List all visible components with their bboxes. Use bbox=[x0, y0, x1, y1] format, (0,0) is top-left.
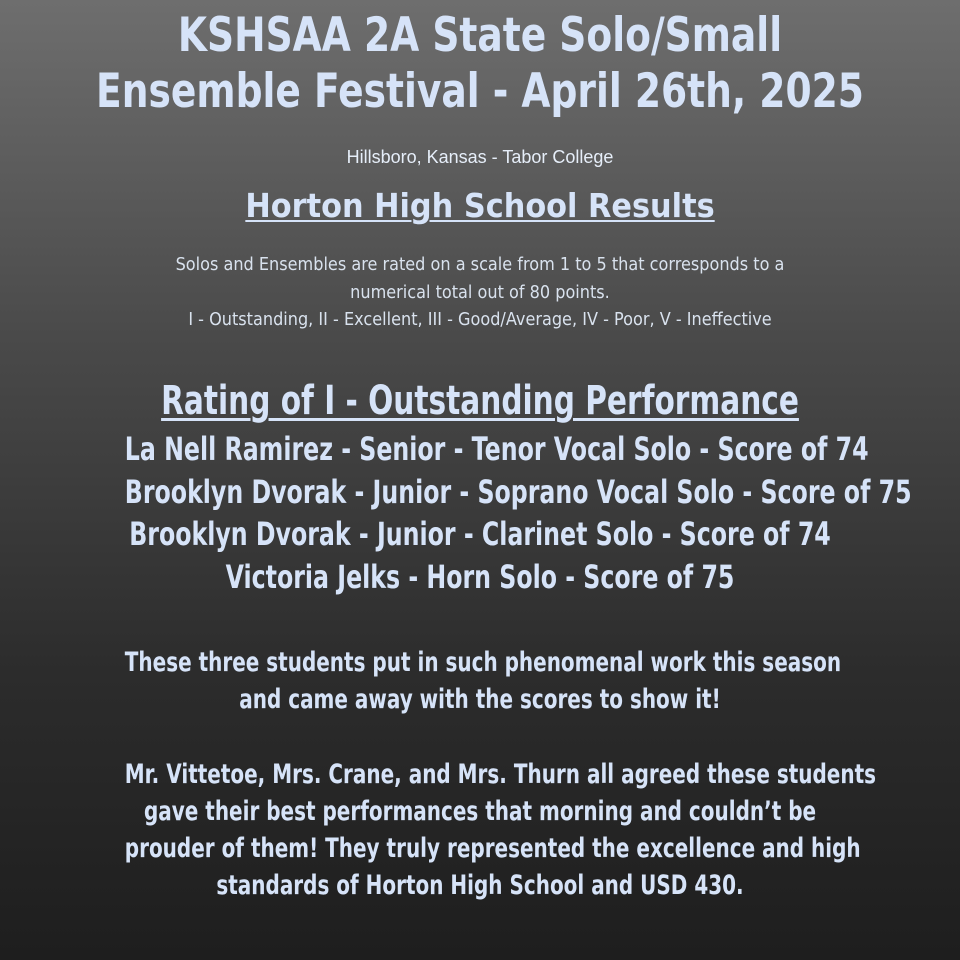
result-item: Brooklyn Dvorak - Junior - Clarinet Solo - Score of 74 bbox=[129, 515, 831, 554]
result-item: Brooklyn Dvorak - Junior - Soprano Vocal Solo - Score of 75 bbox=[124, 472, 912, 511]
rating-scale-line-3: I - Outstanding, II - Excellent, III - Good/Average, IV - Poor, V - Ineffective bbox=[188, 310, 772, 330]
festival-title-line-1: KSHSAA 2A State Solo/Small bbox=[177, 8, 783, 63]
rating-scale-description bbox=[38, 252, 921, 335]
result-item: Victoria Jelks - Horn Solo - Score of 75 bbox=[225, 558, 735, 597]
closing-paragraph bbox=[124, 756, 877, 904]
festival-title bbox=[96, 8, 864, 120]
praise-line-2: and came away with the scores to show it! bbox=[239, 684, 721, 715]
closing-line-4: standards of Horton High School and USD 430. bbox=[216, 870, 744, 901]
rating-heading: Rating of I - Outstanding Performance bbox=[161, 378, 799, 424]
praise-line-1: These three students put in such phenomenal work this season bbox=[124, 647, 842, 678]
closing-line-2: gave their best performances that morning and couldn’t be bbox=[143, 796, 817, 827]
result-item: La Nell Ramirez - Senior - Tenor Vocal Solo - Score of 74 bbox=[124, 430, 869, 468]
festival-location: Hillsboro, Kansas - Tabor College bbox=[346, 147, 614, 167]
rating-scale-line-1: Solos and Ensembles are rated on a scale from 1 to 5 that corresponds to a bbox=[175, 255, 785, 275]
praise-paragraph bbox=[124, 644, 842, 718]
results-list bbox=[124, 428, 912, 599]
festival-title-line-2: Ensemble Festival - April 26th, 2025 bbox=[96, 64, 864, 119]
closing-line-1: Mr. Vittetoe, Mrs. Crane, and Mrs. Thurn all agreed these students bbox=[124, 759, 877, 790]
closing-line-3: prouder of them! They truly represented the excellence and high bbox=[124, 833, 861, 864]
rating-scale-line-2: numerical total out of 80 points. bbox=[350, 282, 610, 303]
school-results-heading: Horton High School Results bbox=[245, 186, 715, 225]
